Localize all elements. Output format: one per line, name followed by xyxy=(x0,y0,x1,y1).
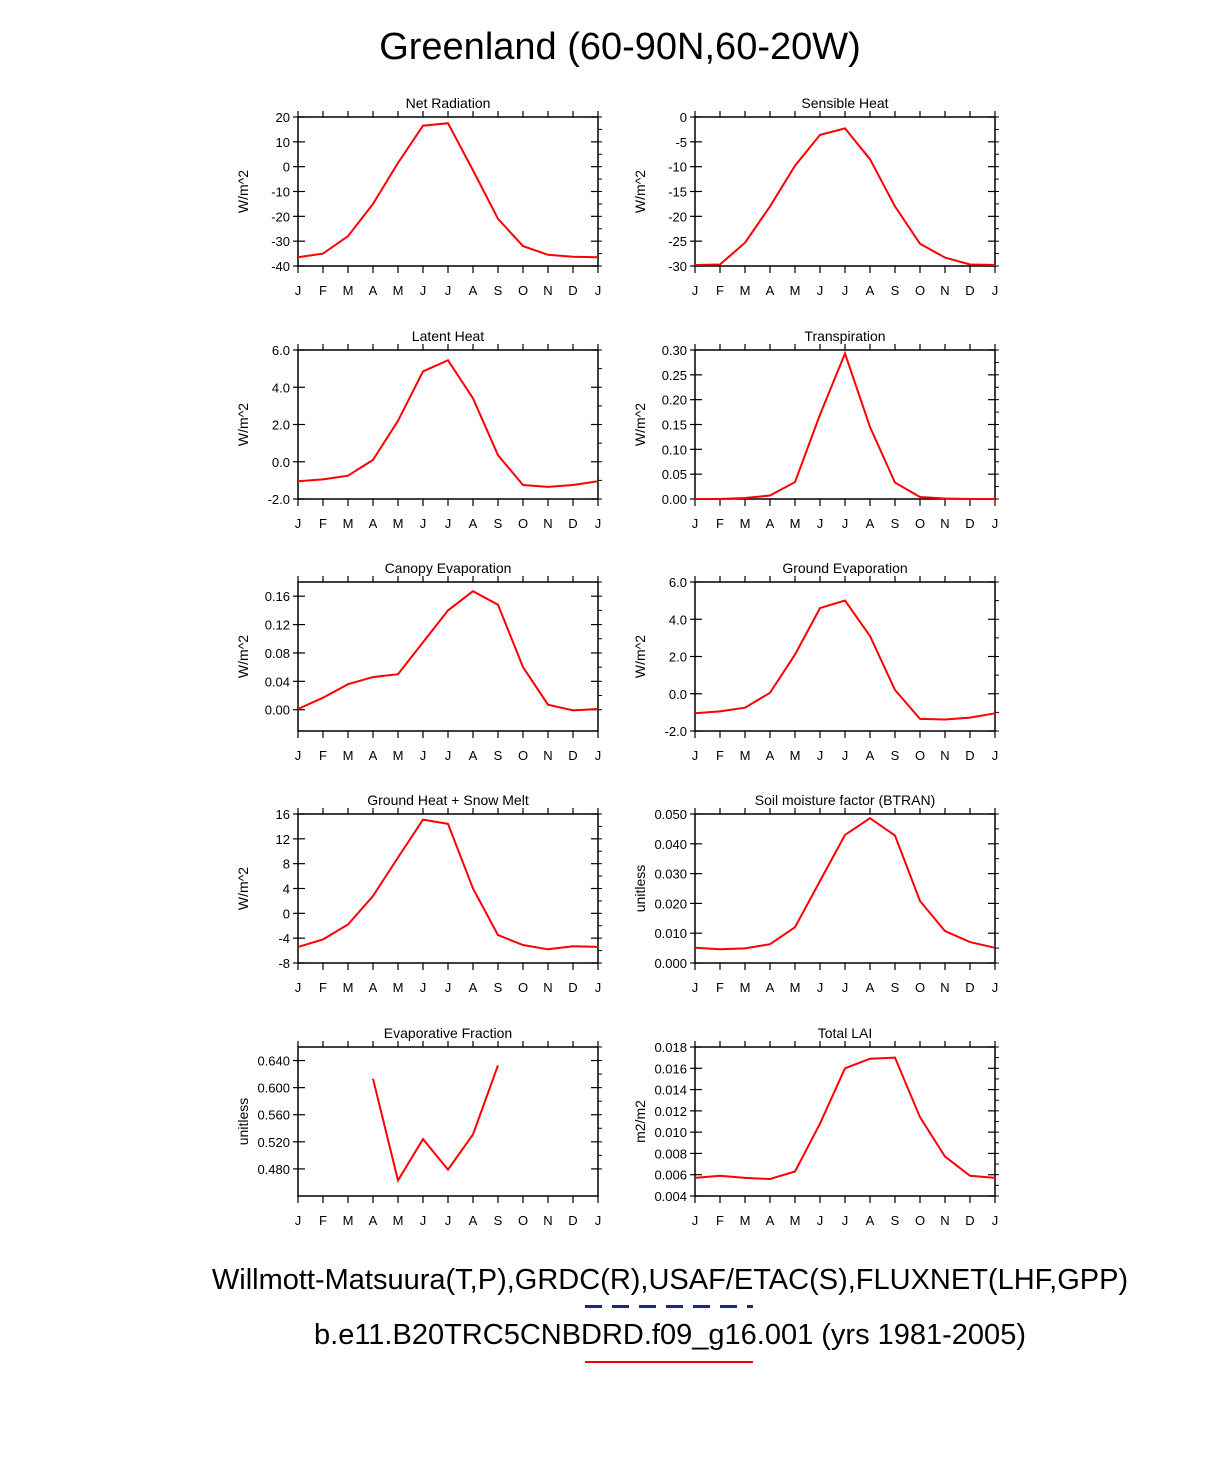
y-tick-label: -25 xyxy=(668,234,687,250)
y-tick-label: -8 xyxy=(278,956,290,971)
x-tick-label: J xyxy=(991,980,999,995)
y-tick-label: -30 xyxy=(271,234,290,250)
series-line xyxy=(695,601,995,720)
y-tick-label: 0.040 xyxy=(654,836,687,852)
x-tick-label: M xyxy=(789,748,801,763)
x-tick-label: N xyxy=(940,748,950,763)
x-tick-label: N xyxy=(543,1213,553,1228)
x-tick-label: J xyxy=(841,283,849,298)
y-tick-label: 2.0 xyxy=(668,649,687,665)
plot-frame xyxy=(695,350,995,499)
y-tick-label: 0.010 xyxy=(654,1125,687,1141)
panel-title: Net Radiation xyxy=(405,95,491,111)
x-tick-label: J xyxy=(419,516,427,531)
x-tick-label: M xyxy=(739,516,751,531)
chart-panel xyxy=(632,792,999,995)
y-tick-label: 8 xyxy=(282,856,290,872)
x-tick-label: F xyxy=(319,748,327,763)
x-tick-label: F xyxy=(319,1213,327,1228)
x-tick-label: O xyxy=(914,1213,926,1228)
x-tick-label: M xyxy=(392,516,404,531)
series-line xyxy=(695,1058,995,1179)
y-axis-label: W/m^2 xyxy=(235,402,251,447)
x-tick-label: O xyxy=(914,980,926,995)
chart-panel xyxy=(632,328,999,531)
x-tick-label: J xyxy=(691,516,699,531)
x-tick-label: D xyxy=(965,748,975,763)
x-tick-label: J xyxy=(991,748,999,763)
panel-title: Soil moisture factor (BTRAN) xyxy=(754,792,936,808)
x-tick-label: M xyxy=(739,283,751,298)
x-tick-label: M xyxy=(789,516,801,531)
x-tick-label: J xyxy=(594,283,602,298)
y-tick-label: 0.000 xyxy=(654,956,687,971)
x-tick-label: A xyxy=(765,516,775,531)
series-line xyxy=(373,1065,498,1180)
y-tick-label: 0.020 xyxy=(654,896,687,912)
x-tick-label: J xyxy=(816,980,824,995)
y-tick-label: -40 xyxy=(271,259,290,274)
x-tick-label: J xyxy=(841,516,849,531)
x-tick-label: J xyxy=(294,283,302,298)
y-tick-label: 0.016 xyxy=(654,1061,687,1077)
series-line xyxy=(298,360,598,487)
y-tick-label: 16 xyxy=(275,807,290,822)
x-tick-label: A xyxy=(368,516,378,531)
x-tick-label: N xyxy=(940,516,950,531)
model-legend-line xyxy=(585,1361,753,1363)
y-tick-label: 4.0 xyxy=(668,612,687,628)
x-tick-label: F xyxy=(716,980,724,995)
panel-title: Canopy Evaporation xyxy=(384,560,512,576)
chart-panel xyxy=(235,560,602,763)
y-tick-label: 0.16 xyxy=(264,589,290,605)
panel-title: Evaporative Fraction xyxy=(383,1025,513,1041)
x-tick-label: S xyxy=(493,1213,503,1228)
x-tick-label: O xyxy=(914,283,926,298)
y-tick-label: 0.640 xyxy=(257,1053,290,1069)
x-tick-label: M xyxy=(392,980,404,995)
panel-title: Total LAI xyxy=(817,1025,873,1041)
y-tick-label: 0.30 xyxy=(661,343,687,358)
x-tick-label: O xyxy=(517,283,529,298)
x-tick-label: A xyxy=(765,748,775,763)
plot-frame xyxy=(695,117,995,266)
y-tick-label: 4 xyxy=(282,881,290,897)
chart-panel xyxy=(235,1025,602,1228)
x-tick-label: A xyxy=(368,283,378,298)
y-tick-label: 12 xyxy=(275,831,290,847)
x-tick-label: J xyxy=(294,516,302,531)
x-tick-label: J xyxy=(594,748,602,763)
x-tick-label: D xyxy=(965,283,975,298)
x-tick-label: F xyxy=(319,516,327,531)
x-tick-label: N xyxy=(543,980,553,995)
y-tick-label: 0.520 xyxy=(257,1134,290,1150)
x-tick-label: J xyxy=(991,1213,999,1228)
y-axis-label: W/m^2 xyxy=(235,169,251,214)
y-tick-label: 0.012 xyxy=(654,1103,687,1119)
x-tick-label: A xyxy=(368,980,378,995)
x-tick-label: S xyxy=(493,980,503,995)
x-tick-label: J xyxy=(816,1213,824,1228)
observation-sources: Willmott-Matsuura(T,P),GRDC(R),USAF/ETAC(S),FLUXNET(LHF,GPP) xyxy=(211,1264,1129,1296)
x-tick-label: A xyxy=(765,980,775,995)
x-tick-label: M xyxy=(392,283,404,298)
plot-frame xyxy=(298,582,598,731)
y-tick-label: 0.004 xyxy=(654,1189,687,1204)
y-tick-label: 0.006 xyxy=(654,1167,687,1183)
y-tick-label: 10 xyxy=(275,134,290,150)
x-tick-label: A xyxy=(865,980,875,995)
plot-frame xyxy=(298,814,598,963)
y-tick-label: -10 xyxy=(668,159,687,175)
x-tick-label: D xyxy=(965,980,975,995)
x-tick-label: M xyxy=(342,283,354,298)
y-tick-label: -15 xyxy=(668,184,687,200)
y-tick-label: 4.0 xyxy=(271,380,290,396)
x-tick-label: J xyxy=(691,1213,699,1228)
x-tick-label: J xyxy=(691,748,699,763)
x-tick-label: M xyxy=(789,1213,801,1228)
series-line xyxy=(298,123,598,257)
x-tick-label: J xyxy=(444,283,452,298)
y-axis-label: unitless xyxy=(632,864,648,913)
x-tick-label: A xyxy=(468,283,478,298)
y-tick-label: -4 xyxy=(278,931,290,947)
x-tick-label: O xyxy=(517,516,529,531)
x-tick-label: M xyxy=(739,1213,751,1228)
x-tick-label: A xyxy=(865,516,875,531)
series-line xyxy=(695,818,995,949)
x-tick-label: N xyxy=(543,516,553,531)
y-tick-label: 0.010 xyxy=(654,926,687,942)
plot-frame xyxy=(298,1047,598,1196)
x-tick-label: A xyxy=(865,1213,875,1228)
y-tick-label: 0 xyxy=(282,159,290,175)
x-tick-label: N xyxy=(940,283,950,298)
y-tick-label: 20 xyxy=(275,110,290,125)
chart-panel xyxy=(235,792,602,995)
y-tick-label: -20 xyxy=(668,209,687,225)
y-axis-label: W/m^2 xyxy=(235,866,251,911)
y-axis-label: unitless xyxy=(235,1097,251,1146)
x-tick-label: A xyxy=(865,283,875,298)
y-tick-label: 0.25 xyxy=(661,367,687,383)
y-tick-label: 0.030 xyxy=(654,866,687,882)
y-tick-label: 0.05 xyxy=(661,467,687,483)
x-tick-label: N xyxy=(543,283,553,298)
x-tick-label: M xyxy=(392,748,404,763)
y-axis-label: W/m^2 xyxy=(632,169,648,214)
x-tick-label: M xyxy=(342,980,354,995)
x-tick-label: F xyxy=(716,516,724,531)
x-tick-label: J xyxy=(294,1213,302,1228)
x-tick-label: F xyxy=(716,283,724,298)
x-tick-label: J xyxy=(594,516,602,531)
x-tick-label: J xyxy=(594,980,602,995)
panel-title: Sensible Heat xyxy=(801,95,889,111)
y-tick-label: 0.12 xyxy=(264,617,290,633)
x-tick-label: S xyxy=(890,980,900,995)
y-tick-label: -10 xyxy=(271,184,290,200)
x-tick-label: D xyxy=(568,1213,578,1228)
x-tick-label: A xyxy=(468,748,478,763)
y-tick-label: 0.08 xyxy=(264,645,290,661)
y-tick-label: 0.600 xyxy=(257,1080,290,1096)
y-tick-label: 2.0 xyxy=(271,417,290,433)
x-tick-label: F xyxy=(319,980,327,995)
y-axis-label: m2/m2 xyxy=(632,1100,648,1143)
x-tick-label: J xyxy=(841,748,849,763)
case-name: b.e11.B20TRC5CNBDRD.f09_g16.001 (yrs 1981-2005) xyxy=(314,1319,1026,1351)
x-tick-label: A xyxy=(468,516,478,531)
x-tick-label: J xyxy=(816,516,824,531)
x-tick-label: J xyxy=(841,980,849,995)
y-axis-label: W/m^2 xyxy=(235,634,251,679)
y-tick-label: 0.560 xyxy=(257,1107,290,1123)
x-tick-label: M xyxy=(789,283,801,298)
y-tick-label: 0.0 xyxy=(271,454,290,470)
plot-frame xyxy=(298,117,598,266)
x-tick-label: A xyxy=(865,748,875,763)
x-tick-label: F xyxy=(716,748,724,763)
x-tick-label: D xyxy=(965,1213,975,1228)
x-tick-label: A xyxy=(468,980,478,995)
y-tick-label: 6.0 xyxy=(668,575,687,590)
x-tick-label: J xyxy=(841,1213,849,1228)
x-tick-label: M xyxy=(739,980,751,995)
x-tick-label: J xyxy=(991,516,999,531)
x-tick-label: M xyxy=(342,1213,354,1228)
series-line xyxy=(298,591,598,710)
x-tick-label: J xyxy=(691,283,699,298)
y-tick-label: -2.0 xyxy=(267,492,290,507)
chart-panel xyxy=(235,328,602,531)
y-tick-label: 6.0 xyxy=(271,343,290,358)
chart-panel xyxy=(632,560,999,763)
x-tick-label: S xyxy=(493,516,503,531)
x-tick-label: J xyxy=(444,748,452,763)
x-tick-label: F xyxy=(716,1213,724,1228)
series-line xyxy=(695,128,995,265)
y-tick-label: 0.014 xyxy=(654,1082,687,1098)
x-tick-label: A xyxy=(765,283,775,298)
x-tick-label: A xyxy=(468,1213,478,1228)
y-tick-label: -5 xyxy=(675,134,687,150)
x-tick-label: J xyxy=(419,980,427,995)
y-tick-label: 0.04 xyxy=(264,674,290,690)
y-tick-label: 0.00 xyxy=(661,492,687,507)
y-tick-label: 0 xyxy=(679,110,687,125)
x-tick-label: O xyxy=(517,748,529,763)
x-tick-label: N xyxy=(940,980,950,995)
obs-legend-line xyxy=(585,1305,753,1308)
panel-title: Transpiration xyxy=(804,328,886,344)
x-tick-label: O xyxy=(914,748,926,763)
panel-title: Latent Heat xyxy=(411,328,485,344)
series-line xyxy=(695,354,995,500)
y-tick-label: -20 xyxy=(271,209,290,225)
x-tick-label: S xyxy=(890,748,900,763)
y-tick-label: 0.15 xyxy=(661,417,687,433)
x-tick-label: J xyxy=(816,748,824,763)
x-tick-label: J xyxy=(419,283,427,298)
x-tick-label: S xyxy=(890,283,900,298)
x-tick-label: J xyxy=(816,283,824,298)
y-tick-label: 0.480 xyxy=(257,1161,290,1177)
x-tick-label: D xyxy=(568,748,578,763)
chart-panel xyxy=(235,95,602,298)
x-tick-label: S xyxy=(890,1213,900,1228)
y-tick-label: 0.050 xyxy=(654,807,687,822)
chart-panel xyxy=(632,95,999,298)
x-tick-label: J xyxy=(419,1213,427,1228)
y-tick-label: 0.00 xyxy=(264,702,290,718)
series-line xyxy=(298,820,598,950)
x-tick-label: D xyxy=(568,980,578,995)
y-axis-label: W/m^2 xyxy=(632,634,648,679)
x-tick-label: A xyxy=(368,1213,378,1228)
chart-panel xyxy=(632,1025,999,1228)
x-tick-label: J xyxy=(294,748,302,763)
y-tick-label: -2.0 xyxy=(664,724,687,739)
x-tick-label: O xyxy=(914,516,926,531)
x-tick-label: M xyxy=(392,1213,404,1228)
page-title: Greenland (60-90N,60-20W) xyxy=(379,26,861,68)
y-tick-label: 0 xyxy=(282,906,290,922)
x-tick-label: O xyxy=(517,980,529,995)
y-tick-label: 0.018 xyxy=(654,1040,687,1055)
x-tick-label: D xyxy=(568,283,578,298)
x-tick-label: M xyxy=(789,980,801,995)
y-tick-label: 0.0 xyxy=(668,686,687,702)
x-tick-label: J xyxy=(691,980,699,995)
x-tick-label: J xyxy=(444,516,452,531)
x-tick-label: M xyxy=(342,748,354,763)
x-tick-label: J xyxy=(444,980,452,995)
x-tick-label: A xyxy=(368,748,378,763)
y-tick-label: 0.20 xyxy=(661,392,687,408)
x-tick-label: J xyxy=(294,980,302,995)
x-tick-label: M xyxy=(739,748,751,763)
x-tick-label: J xyxy=(444,1213,452,1228)
x-tick-label: A xyxy=(765,1213,775,1228)
y-axis-label: W/m^2 xyxy=(632,402,648,447)
x-tick-label: S xyxy=(493,748,503,763)
x-tick-label: J xyxy=(991,283,999,298)
x-tick-label: D xyxy=(568,516,578,531)
x-tick-label: S xyxy=(890,516,900,531)
x-tick-label: D xyxy=(965,516,975,531)
x-tick-label: M xyxy=(342,516,354,531)
y-tick-label: 0.008 xyxy=(654,1146,687,1162)
x-tick-label: F xyxy=(319,283,327,298)
x-tick-label: N xyxy=(940,1213,950,1228)
x-tick-label: J xyxy=(419,748,427,763)
x-tick-label: O xyxy=(517,1213,529,1228)
y-tick-label: 0.10 xyxy=(661,442,687,458)
panel-title: Ground Evaporation xyxy=(782,560,908,576)
x-tick-label: N xyxy=(543,748,553,763)
x-tick-label: J xyxy=(594,1213,602,1228)
panel-title: Ground Heat + Snow Melt xyxy=(367,792,529,808)
x-tick-label: S xyxy=(493,283,503,298)
y-tick-label: -30 xyxy=(668,259,687,274)
